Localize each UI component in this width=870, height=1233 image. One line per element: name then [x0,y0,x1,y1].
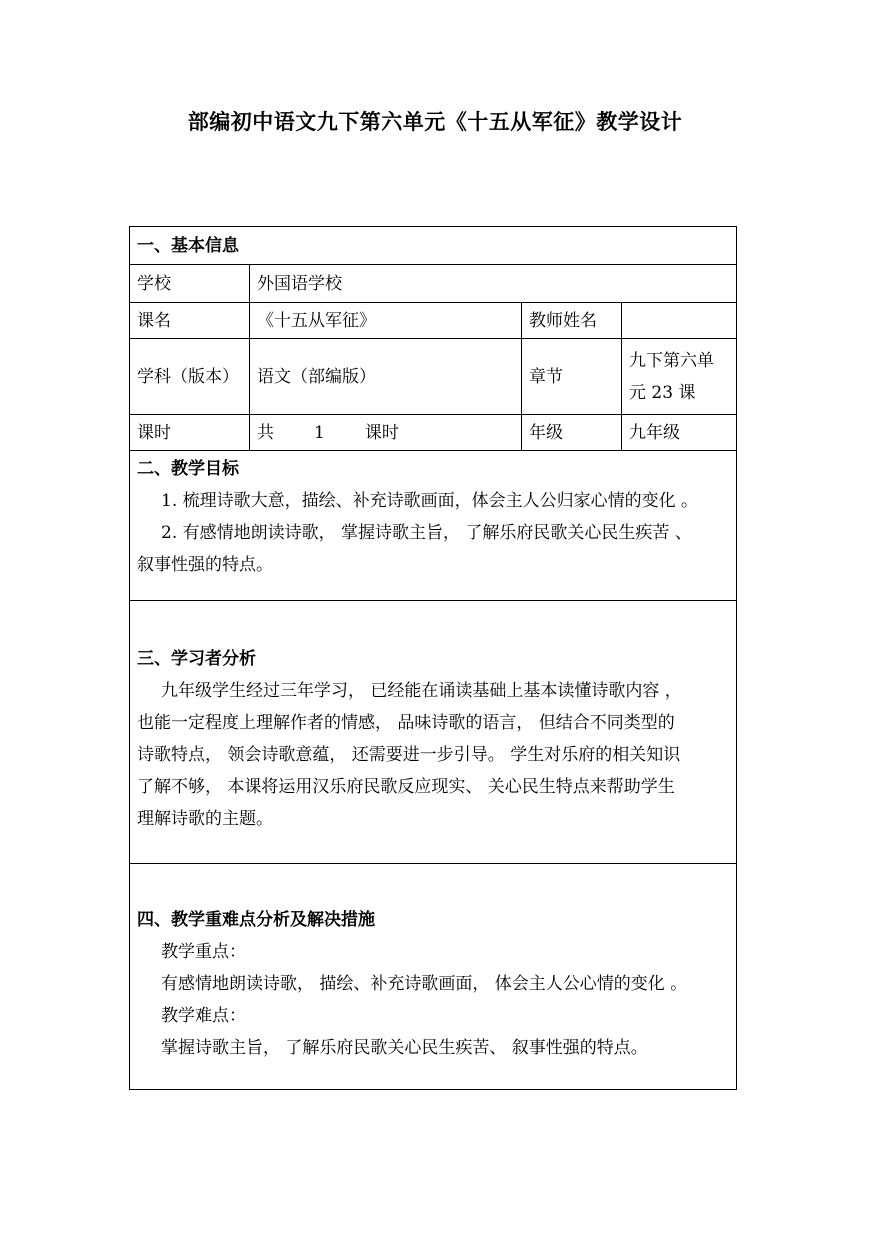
teacher-label: 教师姓名 [522,303,622,339]
school-row [130,265,737,303]
subject-value: 语文（部编版） [250,339,522,415]
section1-heading: 一、基本信息 [130,227,737,265]
learner-line-3: 诗歌特点， 领会诗歌意蕴， 还需要进一步引导。 学生对乐府的相关知识 [137,745,681,765]
goal-2-line2: 叙事性强的特点。 [137,555,273,575]
section2-row [130,451,737,601]
hours-suffix: 课时 [364,422,399,443]
difficult-point-label: 教学难点： [161,1006,246,1026]
subject-row [130,339,737,415]
section2-cell [130,451,737,601]
grade-value: 九年级 [622,415,737,451]
chapter-value [622,339,737,415]
section4-row [130,864,737,1090]
section3-row [130,601,737,864]
hours-label: 课时 [130,415,250,451]
school-label: 学校 [130,265,250,303]
lesson-plan-table [129,226,737,1090]
chapter-value-line1: 九下第六单 [629,350,714,371]
section3-cell [130,601,737,864]
learner-line-1: 九年级学生经过三年学习， 已经能在诵读基础上基本读懂诗歌内容 ， [161,681,682,701]
hours-prefix: 共 [257,422,274,443]
grade-label: 年级 [522,415,622,451]
hours-count: 1 [314,422,325,443]
section4-heading: 四、教学重难点分析及解决措施 [137,910,375,930]
learner-line-4: 了解不够， 本课将运用汉乐府民歌反应现实、 关心民生特点来帮助学生 [137,777,675,797]
difficult-point-text: 掌握诗歌主旨， 了解乐府民歌关心民生疾苦、 叙事性强的特点。 [161,1038,648,1058]
document-title: 部编初中语文九下第六单元《十五从军征》教学设计 [187,109,683,134]
section1-row [130,227,737,265]
teacher-value [622,303,737,339]
school-value: 外国语学校 [250,265,737,303]
course-label: 课名 [130,303,250,339]
goal-2-line1: 2. 有感情地朗读诗歌， 掌握诗歌主旨， 了解乐府民歌关心民生疾苦 、 [161,523,692,543]
course-value: 《十五从军征》 [250,303,522,339]
goal-1: 1. 梳理诗歌大意，描绘、补充诗歌画面，体会主人公归家心情的变化 。 [161,491,699,511]
hours-row [130,415,737,451]
chapter-label: 章节 [522,339,622,415]
learner-line-2: 也能一定程度上理解作者的情感， 品味诗歌的语言， 但结合不同类型的 [137,713,675,733]
hours-value [250,415,522,451]
subject-label: 学科（版本） [130,339,250,415]
section4-cell [130,864,737,1090]
key-point-label: 教学重点： [161,942,246,962]
learner-line-5: 理解诗歌的主题。 [137,809,273,829]
section2-heading: 二、教学目标 [137,459,239,479]
chapter-value-line2: 元 23 课 [629,382,696,403]
key-point-text: 有感情地朗读诗歌， 描绘、补充诗歌画面， 体会主人公心情的变化 。 [161,974,688,994]
section3-heading: 三、学习者分析 [137,649,256,669]
course-row [130,303,737,339]
